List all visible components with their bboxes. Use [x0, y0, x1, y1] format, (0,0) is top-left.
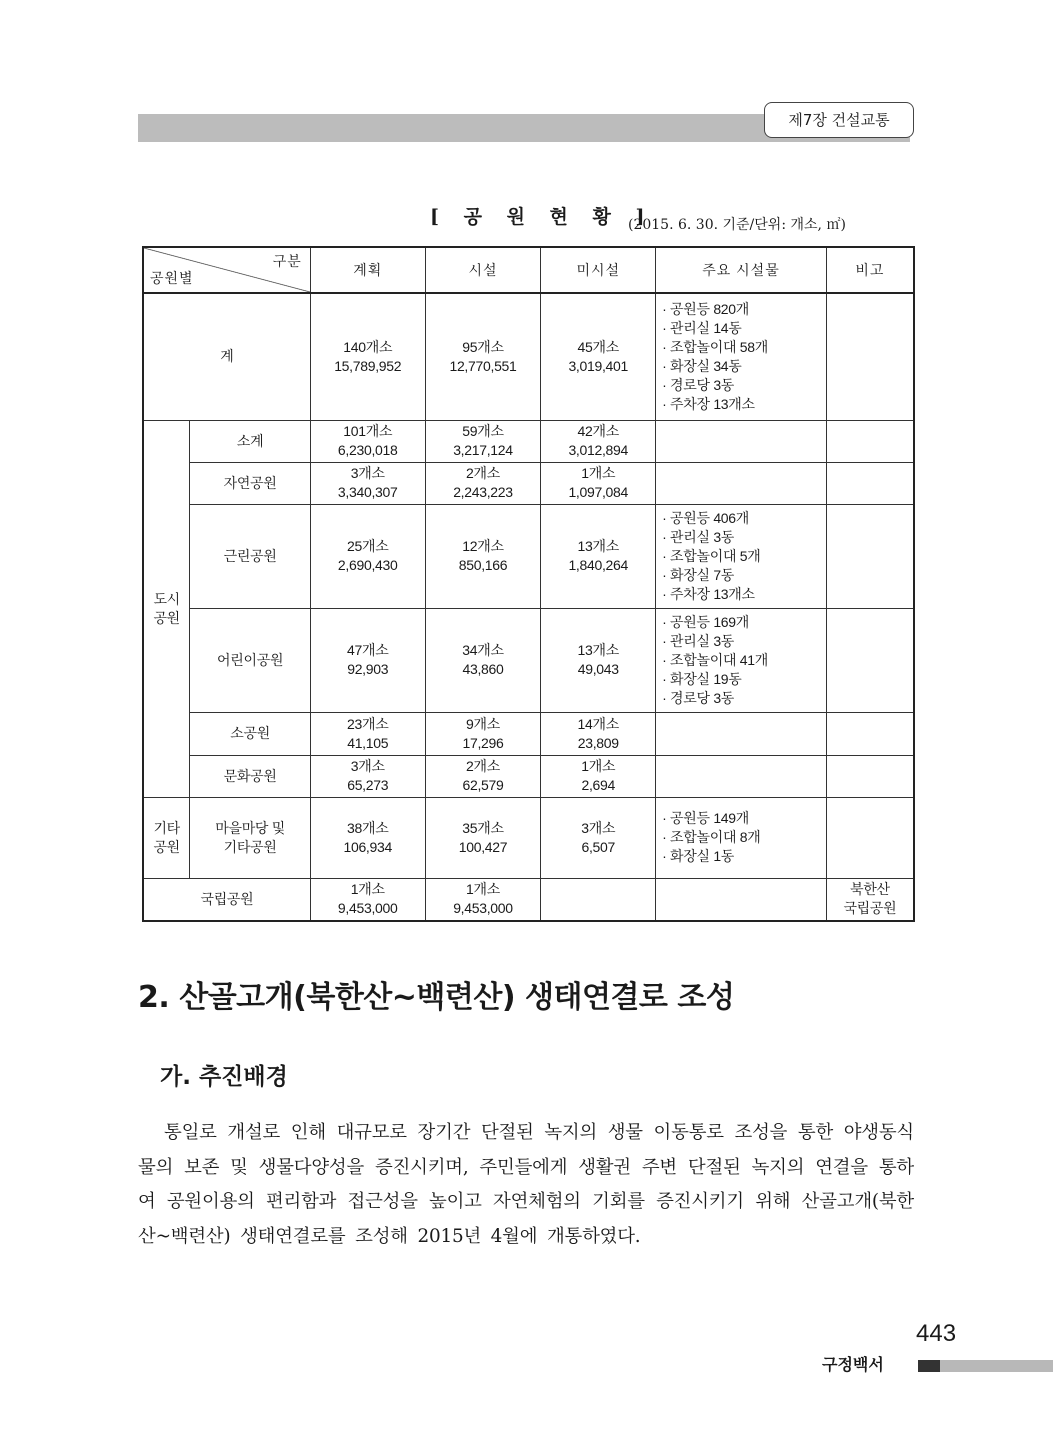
- table-row-other: [143, 797, 914, 878]
- table-title: [ 공 원 현 황 ]: [430, 206, 654, 228]
- table-header-row: [143, 247, 914, 293]
- facilities-cell: [656, 712, 827, 755]
- section-title: 2. 산골고개(북한산~백련산) 생태연결로 조성: [138, 980, 735, 1015]
- row-label: 자연공원: [190, 462, 310, 504]
- row-label: 국립공원: [143, 878, 310, 921]
- table-row: [143, 755, 914, 797]
- subsection-title: 가. 추진배경: [160, 1064, 288, 1090]
- note-cell: [826, 755, 914, 797]
- row-label: 소계: [190, 420, 310, 462]
- note-cell: [826, 797, 914, 878]
- facilities-cell: [656, 462, 827, 504]
- plan-cell: 140개소 15,789,952: [310, 293, 425, 420]
- note-cell: 북한산 국립공원: [826, 878, 914, 921]
- row-label: 계: [143, 293, 310, 420]
- built-cell: 2개소 62,579: [425, 755, 541, 797]
- diagonal-header-cell: [143, 247, 310, 293]
- footer-bar-light: [940, 1360, 1053, 1372]
- built-cell: 35개소 100,427: [425, 797, 541, 878]
- header-unbuilt: 미시설: [541, 247, 656, 293]
- built-cell: 12개소 850,166: [425, 504, 541, 608]
- footer-bar-dark: [918, 1360, 940, 1372]
- built-cell: 9개소 17,296: [425, 712, 541, 755]
- table-row: [143, 462, 914, 504]
- built-cell: 59개소 3,217,124: [425, 420, 541, 462]
- note-cell: [826, 420, 914, 462]
- row-label: 어린이공원: [190, 608, 310, 712]
- plan-cell: 3개소 65,273: [310, 755, 425, 797]
- park-status-table: [142, 246, 915, 922]
- table-row: [143, 608, 914, 712]
- header-note: 비고: [826, 247, 914, 293]
- row-label: 마을마당 및 기타공원: [190, 797, 310, 878]
- group-label-other: 기타 공원: [143, 797, 190, 878]
- row-label: 근린공원: [190, 504, 310, 608]
- built-cell: 34개소 43,860: [425, 608, 541, 712]
- table-row: [143, 712, 914, 755]
- page-number: 443: [916, 1320, 957, 1347]
- note-cell: [826, 462, 914, 504]
- note-cell: [826, 608, 914, 712]
- unbuilt-cell: 42개소 3,012,894: [541, 420, 656, 462]
- built-cell: 1개소 9,453,000: [425, 878, 541, 921]
- unbuilt-cell: 45개소 3,019,401: [541, 293, 656, 420]
- row-label: 문화공원: [190, 755, 310, 797]
- unbuilt-cell: 1개소 1,097,084: [541, 462, 656, 504]
- header-category: 구분: [272, 253, 302, 269]
- facilities-cell: · 공원등 406개 · 관리실 3동 · 조합놀이대 5개 · 화장실 7동 · 주차장 13개소: [656, 504, 827, 608]
- body-paragraph: 통일로 개설로 인해 대규모로 장기간 단절된 녹지의 생물 이동통로 조성을 통한 야생동식물의 보존 및 생물다양성을 증진시키며, 주민들에게 생활권 주변 단절된 녹지의 연결을 통하여 공원이용의 편리함과 접근성을 높이고 자연체험의 기회를 증진시키기 위해 산골고개(북한산~백련산) 생태연결로를 조성해 2015년 4월에 개통하였다.: [138, 1122, 914, 1247]
- facilities-cell: [656, 755, 827, 797]
- plan-cell: 1개소 9,453,000: [310, 878, 425, 921]
- facilities-cell: · 공원등 169개 · 관리실 3동 · 조합놀이대 41개 · 화장실 19동 · 경로당 3동: [656, 608, 827, 712]
- plan-cell: 25개소 2,690,430: [310, 504, 425, 608]
- built-cell: 95개소 12,770,551: [425, 293, 541, 420]
- header-plan: 계획: [310, 247, 425, 293]
- plan-cell: 3개소 3,340,307: [310, 462, 425, 504]
- unbuilt-cell: 1개소 2,694: [541, 755, 656, 797]
- table-row-national: [143, 878, 914, 921]
- footer-book-name: 구정백서: [822, 1355, 884, 1374]
- unbuilt-cell: 14개소 23,809: [541, 712, 656, 755]
- unbuilt-cell: 13개소 49,043: [541, 608, 656, 712]
- header-facilities: 주요 시설물: [656, 247, 827, 293]
- table-row: [143, 420, 914, 462]
- facilities-cell: · 공원등 149개 · 조합놀이대 8개 · 화장실 1동: [656, 797, 827, 878]
- plan-cell: 47개소 92,903: [310, 608, 425, 712]
- table-row-total: [143, 293, 914, 420]
- table-unit-note: (2015. 6. 30. 기준/단위: 개소, ㎡): [628, 217, 846, 233]
- note-cell: [826, 504, 914, 608]
- note-cell: [826, 712, 914, 755]
- table-row: [143, 504, 914, 608]
- row-label: 소공원: [190, 712, 310, 755]
- plan-cell: 101개소 6,230,018: [310, 420, 425, 462]
- unbuilt-cell: [541, 878, 656, 921]
- unbuilt-cell: 3개소 6,507: [541, 797, 656, 878]
- group-label-urban: 도시 공원: [143, 420, 190, 797]
- chapter-tab: 제7장 건설교통: [764, 102, 914, 138]
- header-park-type: 공원별: [150, 270, 194, 286]
- note-cell: [826, 293, 914, 420]
- plan-cell: 23개소 41,105: [310, 712, 425, 755]
- header-built: 시설: [425, 247, 541, 293]
- facilities-cell: [656, 878, 827, 921]
- facilities-cell: · 공원등 820개 · 관리실 14동 · 조합놀이대 58개 · 화장실 34동 · 경로당 3동 · 주차장 13개소: [656, 293, 827, 420]
- unbuilt-cell: 13개소 1,840,264: [541, 504, 656, 608]
- facilities-cell: [656, 420, 827, 462]
- built-cell: 2개소 2,243,223: [425, 462, 541, 504]
- plan-cell: 38개소 106,934: [310, 797, 425, 878]
